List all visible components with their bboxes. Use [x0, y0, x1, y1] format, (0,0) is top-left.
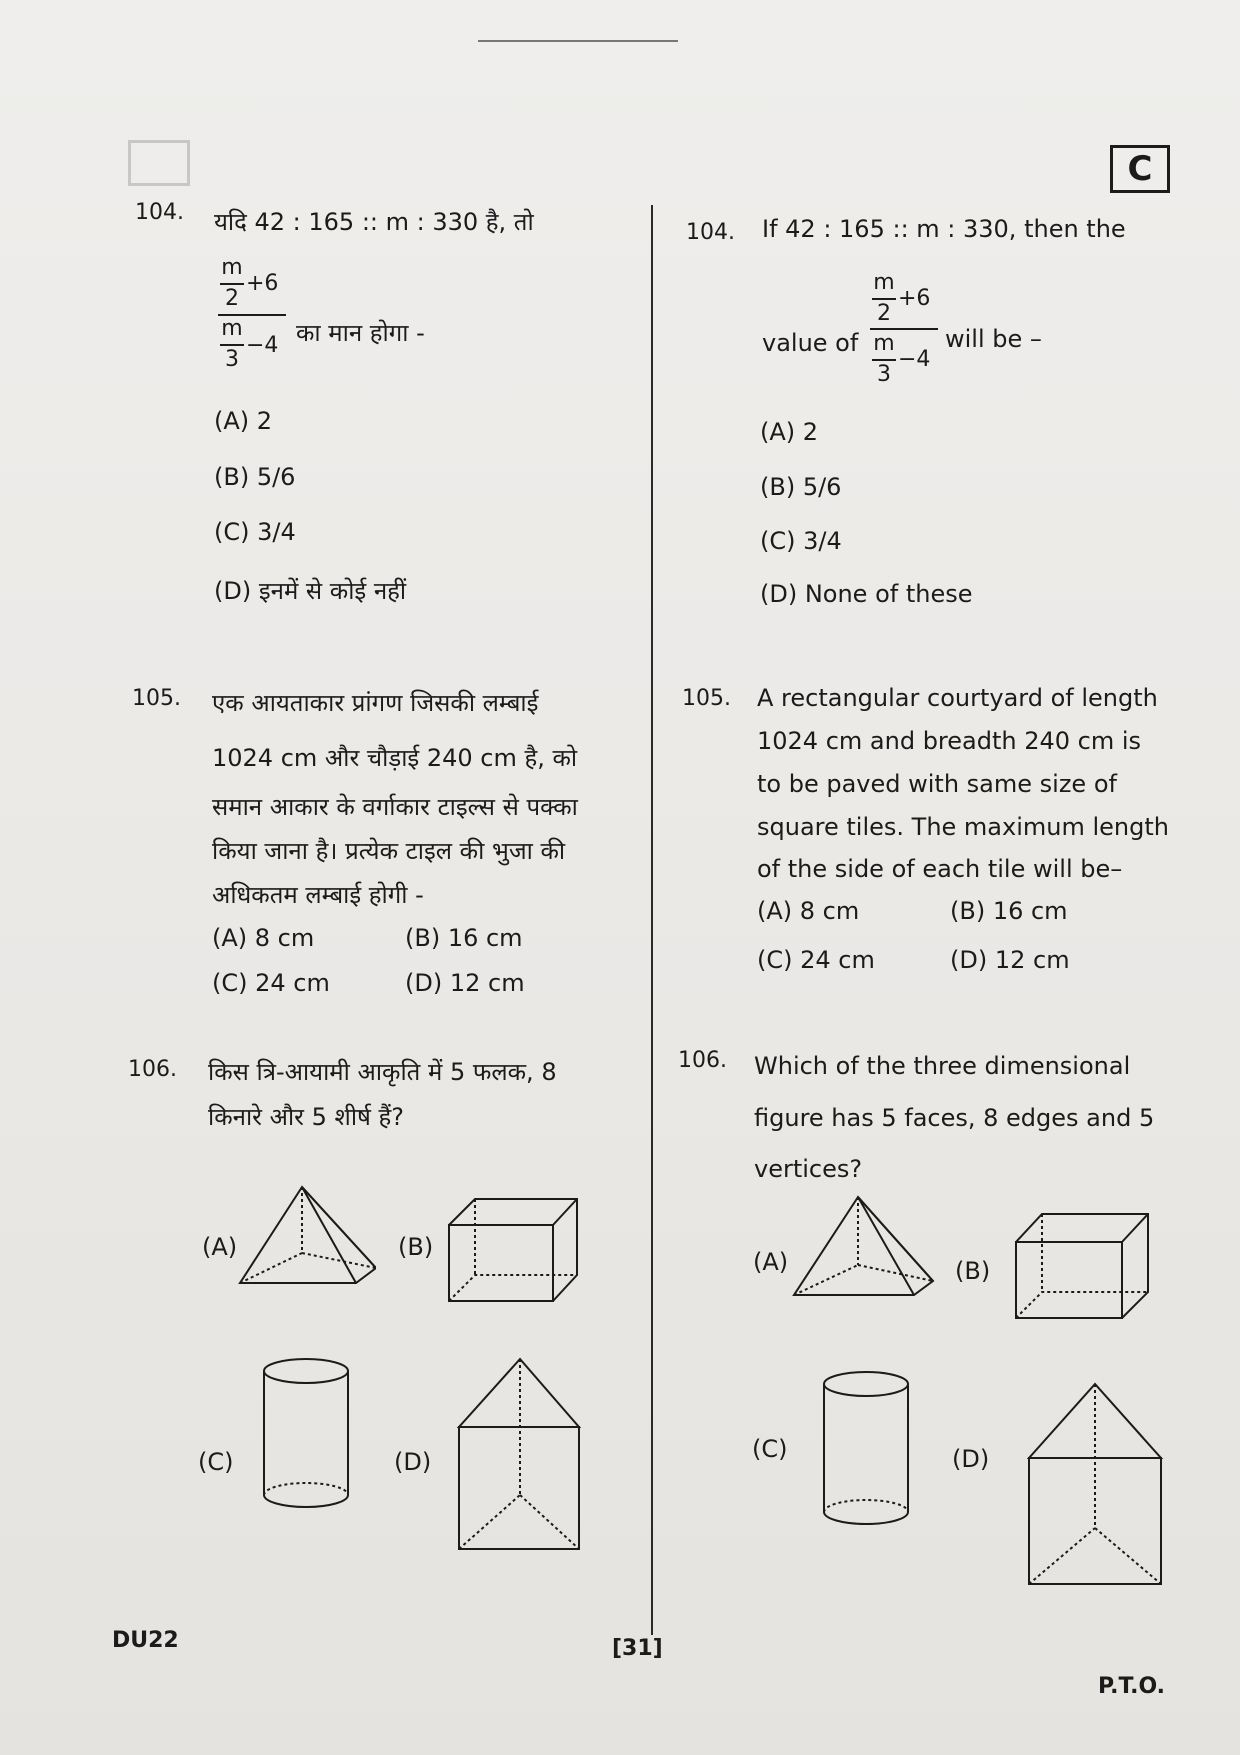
- cuboid-icon: [445, 1195, 580, 1305]
- q105-line-2-hi: 1024 cm और चौड़ाई 240 cm है, को: [212, 744, 578, 772]
- triangular-prism-icon: [455, 1355, 583, 1555]
- q106-label-c-hi[interactable]: (C): [198, 1448, 234, 1476]
- cylinder-icon: [820, 1368, 912, 1533]
- q106-label-a-hi[interactable]: (A): [202, 1233, 238, 1261]
- q105-option-a-en[interactable]: (A) 8 cm: [757, 897, 860, 925]
- q104-after-hi: का मान होगा -: [296, 319, 425, 347]
- q106-line-1-hi: किस त्रि-आयामी आकृति में 5 फलक, 8: [208, 1058, 557, 1086]
- footer-page-number: [31]: [612, 1636, 663, 1661]
- q106-line-1-en: Which of the three dimensional: [754, 1052, 1131, 1080]
- q106-number-hi: 106.: [128, 1057, 177, 1082]
- q105-line-3-en: to be paved with same size of: [757, 770, 1117, 798]
- cylinder-icon: [260, 1355, 352, 1515]
- set-code-box: C: [1110, 145, 1170, 193]
- pyramid-icon: [236, 1183, 376, 1293]
- q106-label-d-en[interactable]: (D): [952, 1445, 990, 1473]
- triangular-prism-icon: [1025, 1380, 1165, 1590]
- q104-option-a-hi[interactable]: (A) 2: [214, 407, 273, 435]
- q106-line-3-en: vertices?: [754, 1155, 863, 1183]
- q105-line-4-hi: किया जाना है। प्रत्येक टाइल की भुजा की: [212, 837, 566, 865]
- q104-text-en: If 42 : 165 :: m : 330, then the: [762, 215, 1126, 243]
- q106-line-2-en: figure has 5 faces, 8 edges and 5: [754, 1104, 1155, 1132]
- q106-label-a-en[interactable]: (A): [753, 1248, 789, 1276]
- q105-line-3-hi: समान आकार के वर्गाकार टाइल्स से पक्का: [212, 793, 578, 821]
- column-divider: [651, 205, 653, 1635]
- faded-set-box: [128, 140, 190, 186]
- q105-option-d-en[interactable]: (D) 12 cm: [950, 946, 1070, 974]
- q106-line-2-hi: किनारे और 5 शीर्ष हैं?: [208, 1103, 405, 1131]
- q105-option-c-hi[interactable]: (C) 24 cm: [212, 969, 330, 997]
- top-rule: [478, 40, 678, 42]
- q104-number-en: 104.: [686, 220, 735, 245]
- q105-line-4-en: square tiles. The maximum length: [757, 813, 1169, 841]
- q105-line-5-en: of the side of each tile will be–: [757, 855, 1123, 883]
- q105-number-hi: 105.: [132, 686, 181, 711]
- q104-pre-en: value of: [762, 329, 859, 357]
- q104-option-d-en[interactable]: (D) None of these: [760, 580, 973, 608]
- q105-line-5-hi: अधिकतम लम्बाई होगी -: [212, 881, 424, 909]
- q105-option-c-en[interactable]: (C) 24 cm: [757, 946, 875, 974]
- q104-option-b-hi[interactable]: (B) 5/6: [214, 463, 296, 491]
- q106-label-b-hi[interactable]: (B): [398, 1233, 434, 1261]
- q106-label-b-en[interactable]: (B): [955, 1257, 991, 1285]
- q104-number-hi: 104.: [135, 200, 184, 225]
- footer-code: DU22: [112, 1628, 179, 1653]
- q104-text-hi: यदि 42 : 165 :: m : 330 है, तो: [214, 208, 534, 236]
- q105-option-d-hi[interactable]: (D) 12 cm: [405, 969, 525, 997]
- q104-option-a-en[interactable]: (A) 2: [760, 418, 819, 446]
- q105-number-en: 105.: [682, 686, 731, 711]
- q105-option-b-en[interactable]: (B) 16 cm: [950, 897, 1068, 925]
- exam-page: C 104. यदि 42 : 165 :: m : 330 है, तो m 2 +6 m 3 −4 का मान होगा - (A) 2 (B) 5/6 (C) 3/4 (D) इनमें से कोई नहीं 105. एक आयताकार प्रांगण जिसकी लम्बाई 1024 cm और चौड़ाई 240 cm है, को समान आकार के वर्गाकार टाइल्स से पक्का किया जाना है। प्रत्येक टाइल की भुजा की अधिकतम लम्बाई होगी - (A) 8 cm (B) 16 cm (C) 24 cm (D) 12 cm 106. किस त्रि-आयामी आकृति में 5 फलक, 8 किनारे और 5 शीर्ष हैं? (A) (B) (C) (D) 104. If 42 : 165 :: m : 330, then the value of m 2 +6 m 3 −4 will be – (A) 2 (B) 5/6 (C) 3/4 (D) None of these 105. A rectangular courtyard of length 1024 cm and breadth 240 cm is to be paved with same size of square tiles. The maximum length of the side of each tile will be– (A) 8 cm (B) 16 cm (C) 24 cm (D) 12 cm 106. Which of the three dimensional figure has 5 faces, 8 edges and 5 vertices? (A) (B) (C) (D) DU22 [31] P.T.O.: [0, 0, 1240, 1755]
- q105-option-b-hi[interactable]: (B) 16 cm: [405, 924, 523, 952]
- pyramid-icon: [790, 1193, 935, 1305]
- q105-option-a-hi[interactable]: (A) 8 cm: [212, 924, 315, 952]
- q104-post-en: will be –: [945, 325, 1042, 353]
- q104-option-c-en[interactable]: (C) 3/4: [760, 527, 842, 555]
- q104-option-b-en[interactable]: (B) 5/6: [760, 473, 842, 501]
- q105-line-1-hi: एक आयताकार प्रांगण जिसकी लम्बाई: [212, 689, 539, 717]
- q104-option-d-hi[interactable]: (D) इनमें से कोई नहीं: [214, 577, 407, 605]
- footer-pto: P.T.O.: [1098, 1674, 1166, 1699]
- q105-line-1-en: A rectangular courtyard of length: [757, 684, 1158, 712]
- q104-option-c-hi[interactable]: (C) 3/4: [214, 518, 296, 546]
- q106-label-c-en[interactable]: (C): [752, 1435, 788, 1463]
- cuboid-icon: [1012, 1210, 1152, 1322]
- q106-number-en: 106.: [678, 1048, 727, 1073]
- q106-label-d-hi[interactable]: (D): [394, 1448, 432, 1476]
- q105-line-2-en: 1024 cm and breadth 240 cm is: [757, 727, 1142, 755]
